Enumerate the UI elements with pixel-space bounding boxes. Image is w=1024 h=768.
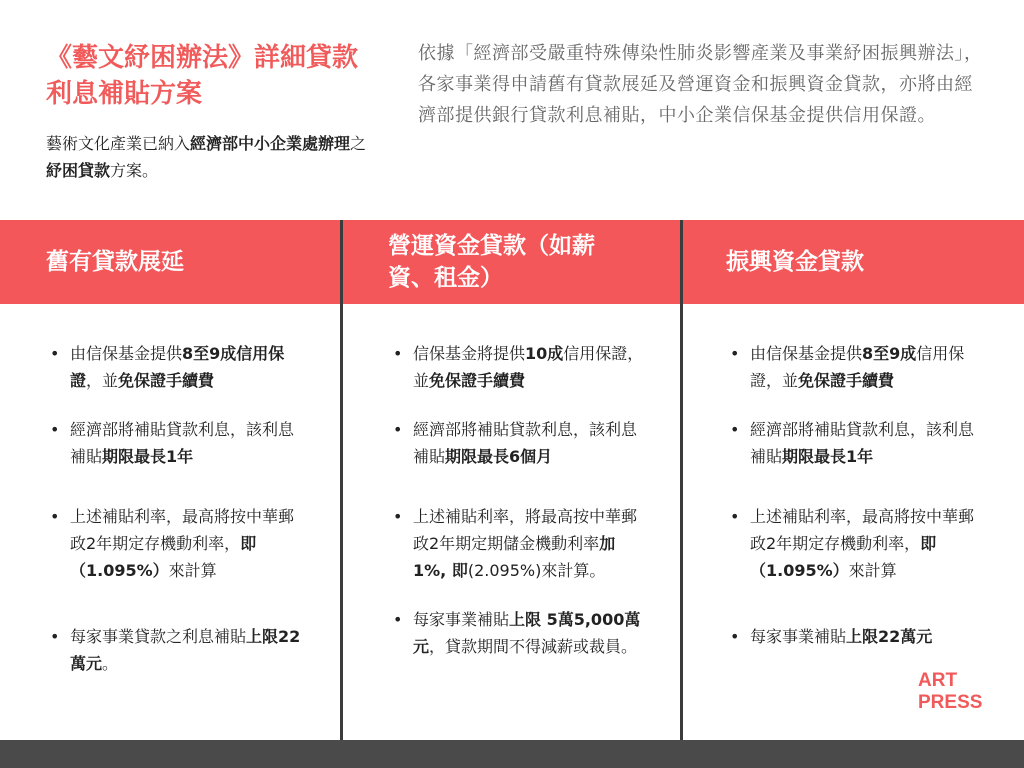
logo-line-1: ART [918,670,958,691]
list-item: • 上述補貼利率，最高將按中華郵政2年期定存機動利率，即（1.095%）來計算 [750,503,986,584]
column-divider [680,220,683,740]
list-item: • 每家事業貸款之利息補貼上限22萬元。 [70,623,306,677]
list-item: • 上述補貼利率，將最高按中華郵政2年期定期儲金機動利率加1%, 即(2.095%)來計算。 [413,503,647,584]
column-body-revival-loan [728,340,986,650]
subtitle-text: 之 [350,134,367,153]
column-heading-loan-extension: 舊有貸款展延 [46,249,184,275]
subtitle-emphasis: 經濟部中小企業處辦理 [190,134,351,153]
list-item: • 經濟部將補貼貸款利息，該利息補貼期限最長1年 [70,416,306,470]
logo-line-2: PRESS [918,692,983,713]
footer-bar [0,740,1024,768]
list-item: • 上述補貼利率，最高將按中華郵政2年期定存機動利率，即（1.095%）來計算 [70,503,306,584]
column-heading-revival-loan: 振興資金貸款 [726,249,864,275]
subtitle-text: 方案。 [110,161,159,180]
page-title: 《藝文紓困辦法》詳細貸款利息補貼方案 [46,43,359,109]
bullet-list [728,340,986,650]
list-item: • 由信保基金提供8至9成信用保證，並免保證手續費 [70,340,306,394]
art-press-logo [918,670,982,714]
column-body-loan-extension [48,340,306,677]
bullet-list [391,340,647,660]
bullet-list [48,340,306,677]
column-heading-operating-loan: 營運資金貸款（如薪資、租金） [388,233,595,291]
list-item: • 經濟部將補貼貸款利息，該利息補貼期限最長1年 [750,416,986,470]
page-subtitle [46,130,376,184]
subtitle-text: 藝術文化產業已納入 [46,134,191,153]
intro-paragraph: 依據「經濟部受嚴重特殊傳染性肺炎影響產業及事業紓困振興辦法」，各家事業得申請舊有貸款展延及營運資金和振興資金貸款，亦將由經濟部提供銀行貸款利息補貼，中小企業信保基金提供信用保證。 [418,43,983,126]
list-item: • 由信保基金提供8至9成信用保證，並免保證手續費 [750,340,986,394]
list-item: • 每家事業補貼上限22萬元 [750,623,986,650]
list-item: • 經濟部將補貼貸款利息，該利息補貼期限最長6個月 [413,416,647,470]
list-item: • 每家事業補貼上限 5萬5,000萬元，貸款期間不得減薪或裁員。 [413,606,647,660]
list-item: • 信保基金將提供10成信用保證，並免保證手續費 [413,340,647,394]
column-body-operating-loan [391,340,647,660]
column-divider [340,220,343,740]
subtitle-emphasis: 紓困貸款 [46,161,111,180]
